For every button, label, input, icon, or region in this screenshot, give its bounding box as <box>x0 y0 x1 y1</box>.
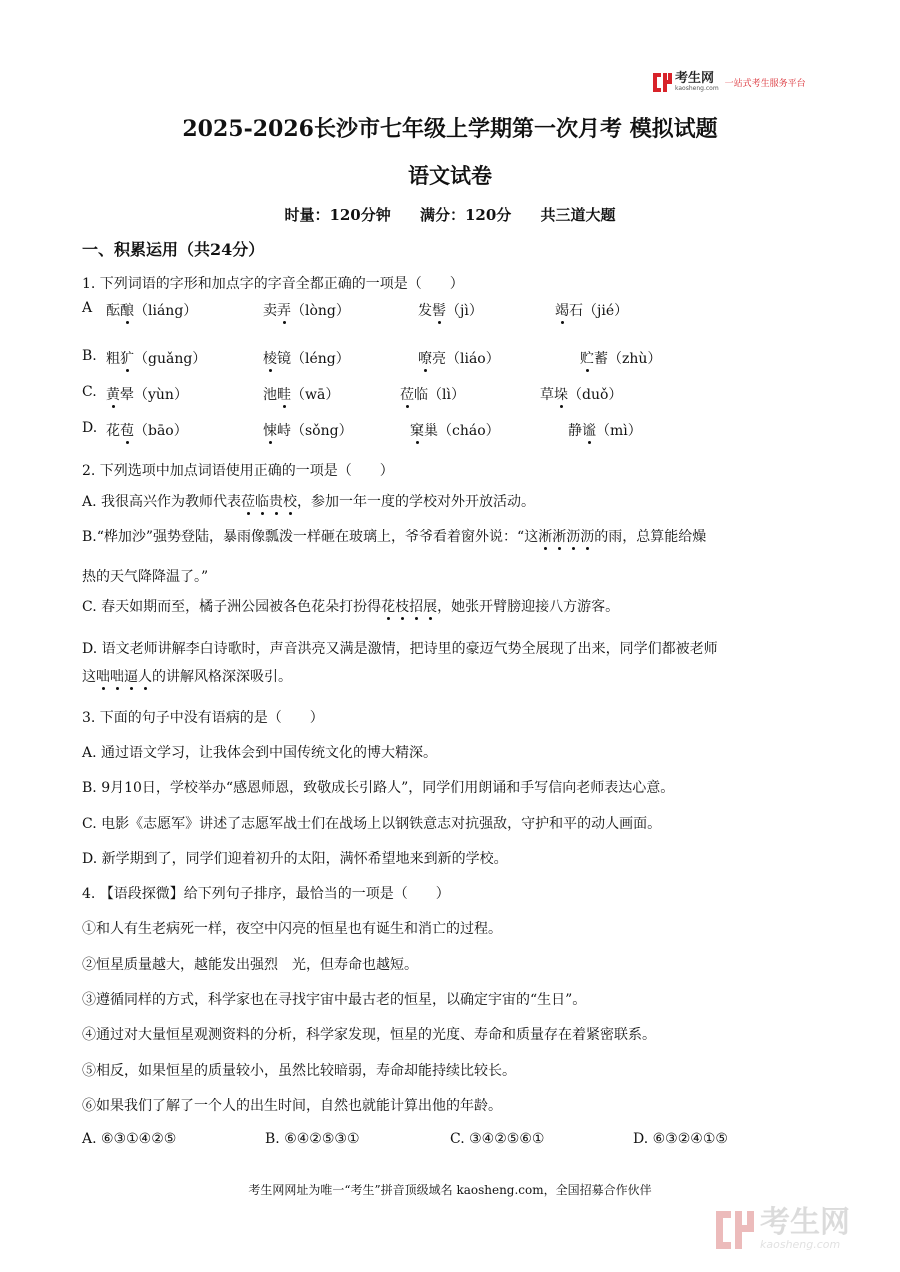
q4-option-c: C. ③④②⑤⑥① <box>450 1131 545 1147</box>
q1-option-word: 贮蓄（zhù） <box>580 351 662 367</box>
exam-meta <box>0 204 900 225</box>
q1-option-word: 莅临（lì） <box>400 387 465 403</box>
exam-score: 满分：120分 <box>419 206 512 224</box>
q1-option-word: 卖弄（lòng） <box>263 303 350 319</box>
q4-sentence-1: ①和人有生老病死一样，夜空中闪亮的恒星也有诞生和消亡的过程。 <box>82 921 502 937</box>
logo-mark-icon <box>653 73 672 92</box>
q3-option-b: B. 9月10日，学校举办“感恩师恩，致敬成长引路人”，同学们用朗诵和手写信向老师表达心意。 <box>82 780 675 796</box>
q1-option-word: 静谧（mì） <box>568 423 642 439</box>
q4-sentence-2: ②恒星质量越大，越能发出强烈 光，但寿命也越短。 <box>82 957 418 973</box>
exam-time: 时量：120分钟 <box>284 206 391 224</box>
q1-option-word: 黄晕（yùn） <box>106 387 188 403</box>
q1-option-word: 池畦（wā） <box>263 387 340 403</box>
page-footer: 考生网网址为唯一“考生”拼音顶级域名 kaosheng.com，全国招募合作伙伴 <box>248 1183 652 1197</box>
q2-option-d: D. 语文老师讲解李白诗歌时，声音洪亮又满是激情，把诗里的豪迈气势全展现了出来，同学们都被老师 <box>82 641 718 657</box>
q2-option-d-cont: 这咄咄逼人的讲解风格深深吸引。 <box>82 669 292 685</box>
q2-option-c: C. 春天如期而至，橘子洲公园被各色花朵打扮得花枝招展，她张开臂膀迎接八方游客。 <box>82 599 620 615</box>
q4-sentence-3: ③遵循同样的方式，科学家也在寻找宇宙中最古老的恒星，以确定宇宙的“生日”。 <box>82 992 587 1008</box>
q4-sentence-5: ⑤相反，如果恒星的质量较小，虽然比较暗弱，寿命却能持续比较长。 <box>82 1063 516 1079</box>
q4-sentence-6: ⑥如果我们了解了一个人的出生时间，自然也就能计算出他的年龄。 <box>82 1098 502 1114</box>
q4-option-b: B. ⑥④②⑤③① <box>265 1131 360 1147</box>
q1-option-word: 粗犷（guǎng） <box>106 351 207 367</box>
q2-option-b-cont: 热的天气降降温了。” <box>82 569 209 585</box>
watermark-logo-icon <box>716 1211 754 1249</box>
q2-option-b: B.“桦加沙”强势登陆，暴雨像瓢泼一样砸在玻璃上，爷爷看着窗外说：“这淅淅沥沥的雨，总算能给燥 <box>82 529 707 545</box>
q3-option-d: D. 新学期到了，同学们迎着初升的太阳，满怀希望地来到新的学校。 <box>82 851 508 867</box>
q2-option-a: A. 我很高兴作为教师代表莅临贵校，参加一年一度的学校对外开放活动。 <box>82 494 536 510</box>
brand-name: 考生网 <box>675 71 715 86</box>
watermark-name: 考生网 <box>760 1205 850 1240</box>
q1-option-label: B. <box>82 348 97 364</box>
q3-stem: 3. 下面的句子中没有语病的是（ ） <box>82 710 324 726</box>
exam-subtitle: 语文试卷 <box>408 163 492 188</box>
q2-stem: 2. 下列选项中加点词语使用正确的一项是（ ） <box>82 463 394 479</box>
q1-option-word: 竭石（jié） <box>555 303 629 319</box>
section-heading: 一、积累运用（共24分） <box>82 240 265 259</box>
q1-stem: 1. 下列词语的字形和加点字的字音全都正确的一项是（ ） <box>82 276 464 292</box>
q1-option-label: A <box>82 300 93 316</box>
exam-title: 2025-2026长沙市七年级上学期第一次月考 模拟试题 <box>182 116 718 142</box>
q1-option-word: 窠巢（cháo） <box>410 423 500 439</box>
q3-option-c: C. 电影《志愿军》讲述了志愿军战士们在战场上以钢铁意志对抗强敌，守护和平的动人画面。 <box>82 816 662 832</box>
q4-sentence-4: ④通过对大量恒星观测资料的分析，科学家发现，恒星的光度、寿命和质量存在着紧密联系。 <box>82 1027 656 1043</box>
q1-option-word: 酝酿（liáng） <box>106 303 198 319</box>
q1-option-word: 嘹亮（liáo） <box>418 351 500 367</box>
brand-logo <box>653 70 806 94</box>
q1-option-label: C. <box>82 384 97 400</box>
q4-option-a: A. ⑥③①④②⑤ <box>82 1131 177 1147</box>
q1-option-word: 草垛（duǒ） <box>540 387 623 403</box>
brand-domain: kaosheng.com <box>675 85 719 92</box>
q1-option-word: 发髻（jì） <box>418 303 483 319</box>
q1-option-word: 棱镜（léng） <box>263 351 350 367</box>
q1-option-word: 花苞（bāo） <box>106 423 188 439</box>
q1-option-label: D. <box>82 420 98 436</box>
q4-option-d: D. ⑥③②④①⑤ <box>633 1131 728 1147</box>
exam-sections: 共三道大题 <box>540 206 616 224</box>
brand-slogan: 一站式考生服务平台 <box>724 78 806 89</box>
watermark-domain: kaosheng.com <box>760 1238 841 1251</box>
q4-stem: 4. 【语段探微】给下列句子排序，最恰当的一项是（ ） <box>82 886 450 902</box>
watermark <box>716 1205 850 1251</box>
q1-option-word: 悚峙（sǒng） <box>263 423 353 439</box>
q3-option-a: A. 通过语文学习，让我体会到中国传统文化的博大精深。 <box>82 745 438 761</box>
